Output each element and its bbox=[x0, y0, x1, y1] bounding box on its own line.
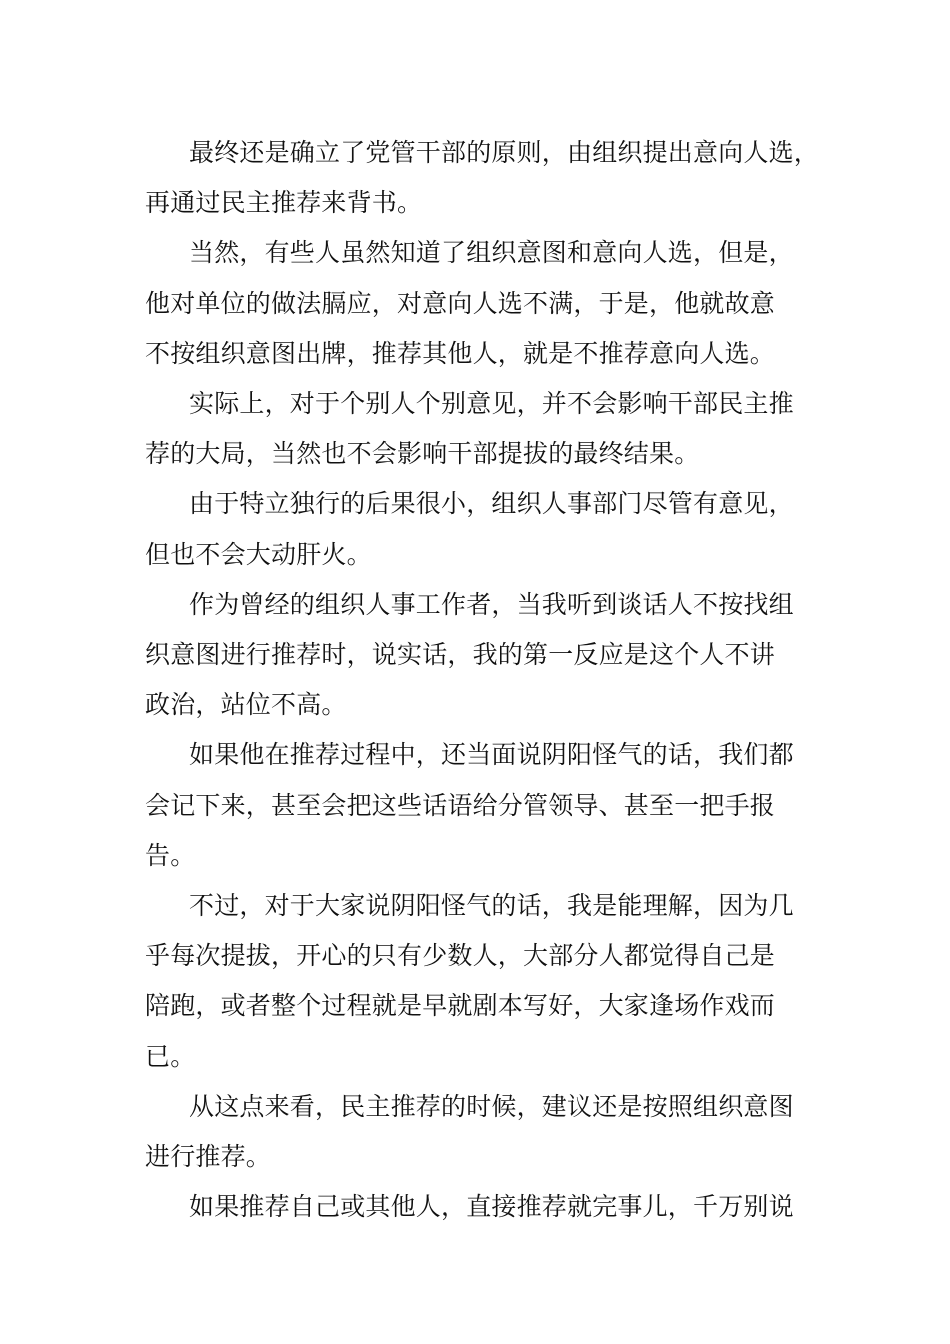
text-line: 织意图进行推荐时，说实话，我的第一反应是这个人不讲 bbox=[145, 640, 776, 670]
paragraph bbox=[145, 580, 815, 731]
text-line: 不按组织意图出牌，推荐其他人，就是不推荐意向人选。 bbox=[145, 338, 776, 368]
text-line: 不过，对于大家说阴阳怪气的话，我是能理解，因为几 bbox=[189, 891, 794, 921]
paragraph bbox=[145, 379, 815, 479]
text-line: 当然，有些人虽然知道了组织意图和意向人选，但是， bbox=[189, 238, 794, 268]
text-line: 作为曾经的组织人事工作者，当我听到谈话人不按找组 bbox=[189, 589, 794, 619]
paragraph bbox=[145, 881, 815, 1082]
text-line: 如果他在推荐过程中，还当面说阴阳怪气的话，我们都 bbox=[189, 740, 794, 770]
text-line: 进行推荐。 bbox=[145, 1142, 272, 1172]
paragraph bbox=[145, 128, 820, 228]
text-line: 乎每次提拔，开心的只有少数人，大部分人都觉得自己是 bbox=[145, 941, 776, 971]
text-line: 已。 bbox=[145, 1041, 196, 1071]
text-line: 实际上，对于个别人个别意见，并不会影响干部民主推 bbox=[189, 389, 794, 419]
text-line: 最终还是确立了党管干部的原则，由组织提出意向人选， bbox=[189, 138, 820, 167]
paragraph bbox=[145, 1082, 815, 1182]
text-line: 再通过民主推荐来背书。 bbox=[145, 188, 423, 218]
paragraph bbox=[145, 1182, 815, 1232]
text-line: 陪跑，或者整个过程就是早就剧本写好，大家逢场作戏而 bbox=[145, 991, 776, 1021]
text-line: 但也不会大动肝火。 bbox=[145, 539, 372, 569]
text-line: 由于特立独行的后果很小，组织人事部门尽管有意见， bbox=[189, 489, 794, 519]
text-line: 告。 bbox=[145, 840, 196, 870]
text-line: 他对单位的做法膈应，对意向人选不满，于是，他就故意 bbox=[145, 288, 776, 318]
paragraph bbox=[145, 228, 815, 379]
text-line: 荐的大局，当然也不会影响干部提拔的最终结果。 bbox=[145, 439, 700, 469]
text-line: 如果推荐自己或其他人，直接推荐就完事儿，千万别说 bbox=[189, 1192, 794, 1222]
text-line: 会记下来，甚至会把这些话语给分管领导、甚至一把手报 bbox=[145, 790, 776, 820]
paragraph bbox=[145, 479, 815, 579]
paragraph bbox=[145, 730, 815, 881]
text-line: 政治，站位不高。 bbox=[145, 690, 347, 720]
text-line: 从这点来看，民主推荐的时候，建议还是按照组织意图 bbox=[189, 1091, 794, 1121]
document-body bbox=[145, 128, 820, 1232]
